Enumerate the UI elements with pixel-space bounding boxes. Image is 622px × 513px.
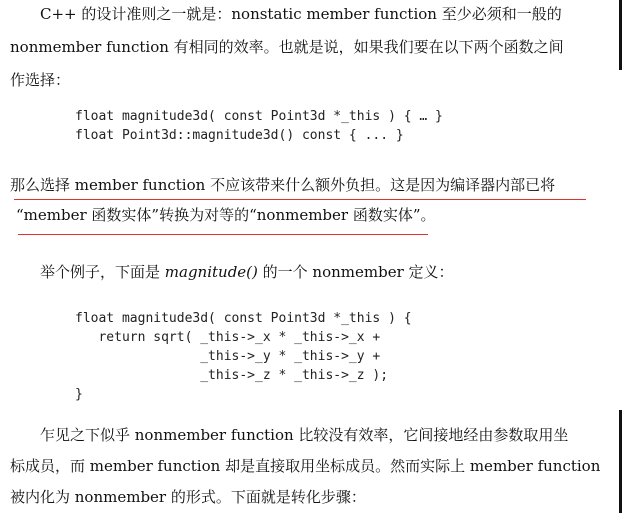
paragraph3 [40, 262, 454, 282]
paragraph4-line3: 被内化为 nonmember 的形式。下面就是转化步骤： [10, 488, 366, 506]
paragraph4-line1: 乍见之下似乎 nonmember function 比较没有效率，它间接地经由参数取用坐 [40, 426, 569, 444]
paragraph4-line2: 标成员，而 member function 却是直接取用坐标成员。然而实际上 member function [10, 457, 601, 475]
paragraph3-suffix: 的一个 nonmember 定义： [257, 263, 454, 281]
red-underline [14, 199, 586, 200]
paragraph2-line1: 那么选择 member function 不应该带来什么额外负担。这是因为编译器内部已将 [10, 176, 556, 194]
red-underline [18, 234, 428, 235]
paragraph2-line2: “member 函数实体”转换为对等的“nonmember 函数实体”。 [16, 206, 436, 224]
paragraph3-prefix: 举个例子，下面是 [40, 263, 165, 281]
code-line: float magnitude3d( const Point3d *_this ) { … } [75, 109, 443, 124]
code-line: } [75, 387, 83, 402]
paragraph1-line2: nonmember function 有相同的效率。也就是说，如果我们要在以下两个函数之间 [10, 38, 564, 56]
paragraph3-italic: magnitude() [164, 263, 258, 281]
code-line: _this->_z * _this->_z ); [75, 368, 389, 383]
code-line: float magnitude3d( const Point3d *_this ) { [75, 311, 412, 326]
code-line: float Point3d::magnitude3d() const { ... } [75, 128, 404, 143]
paragraph1-line3: 作选择： [10, 71, 71, 89]
code-line: _this->_y * _this->_y + [75, 349, 381, 364]
code-line: return sqrt( _this->_x * _this->_x + [75, 330, 381, 345]
paragraph1-line1: C++ 的设计准则之一就是：nonstatic member function 至少必须和一般的 [40, 5, 562, 23]
